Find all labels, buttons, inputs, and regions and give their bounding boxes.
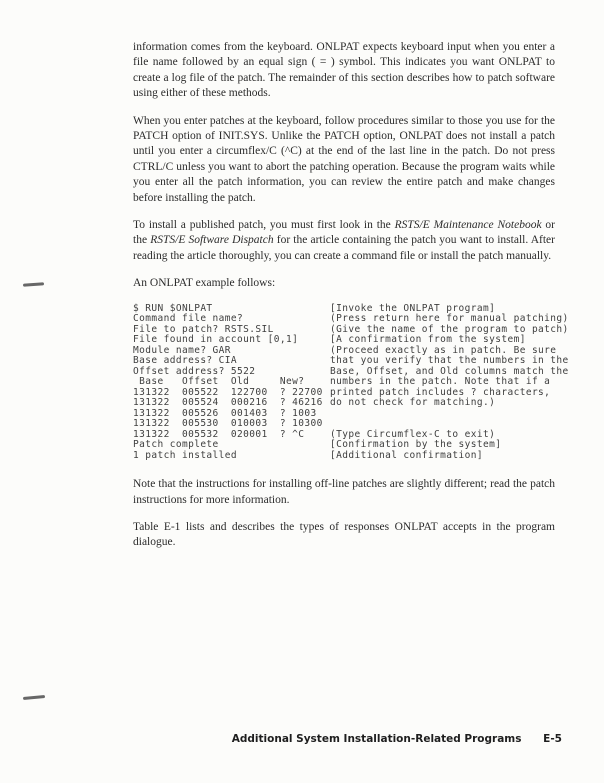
text-segment: To install a published patch, you must first look in the (133, 219, 395, 232)
terminal-comment: [Invoke the ONLPAT program] (330, 302, 496, 314)
terminal-command: 131322 005524 000216 ? 46216 (133, 397, 323, 409)
terminal-comment: [Confirmation by the system] (330, 439, 502, 451)
terminal-comment: (Give the name of the program to patch) (330, 323, 569, 335)
terminal-comment: [A confirmation from the system] (330, 334, 526, 346)
terminal-command: Patch complete (133, 439, 219, 451)
terminal-line (133, 451, 555, 462)
body-paragraph (133, 218, 555, 264)
terminal-comment: printed patch includes ? characters, (330, 386, 551, 398)
terminal-command: Base Offset Old New? (133, 376, 305, 388)
terminal-comment: that you verify that the numbers in the (330, 355, 569, 367)
body-paragraph: Table E-1 lists and describes the types of responses ONLPAT accepts in the program dialogue. (133, 521, 555, 549)
terminal-comment: (Type Circumflex-C to exit) (330, 428, 496, 440)
example-intro: An ONLPAT example follows: (133, 277, 276, 290)
terminal-comment: do not check for matching.) (330, 397, 496, 409)
page-content (133, 40, 569, 563)
terminal-comment: [Additional confirmation] (330, 449, 483, 461)
scan-artifact-dash (23, 695, 45, 699)
terminal-comment: (Proceed exactly as in patch. Be sure (330, 344, 557, 356)
terminal-command: 131322 005530 010003 ? 10300 (133, 418, 323, 430)
terminal-command: File to patch? RSTS.SIL (133, 323, 274, 335)
body-paragraph: When you enter patches at the keyboard, follow procedures similar to those you use for the PATCH option of INIT.SYS. Unlike the PATCH option, ONLPAT does not install a patch until you enter a circumflex/C (^C) at the end of the last line in the patch. Do not press CTRL/C unless you want to abort the patching operation. Because the program waits while you enter all the patch information, you can review the entire patch and make changes before installing the patch. (133, 114, 555, 204)
body-paragraph: Note that the instructions for installing off-line patches are slightly different; read the patch instructions for more information. (133, 478, 555, 506)
terminal-command: Offset address? 5522 (133, 365, 256, 377)
text-segment: or the (133, 219, 555, 247)
terminal-comment: Base, Offset, and Old columns match the (330, 365, 569, 377)
terminal-command: 131322 005532 020001 ? ^C (133, 428, 305, 440)
page-footer (232, 733, 562, 745)
italic-book-title: RSTS/E Software Dispatch (150, 234, 274, 247)
scan-artifact-dash (23, 282, 44, 286)
footer-title: Additional System Installation-Related Programs (231, 733, 522, 745)
terminal-command: Module name? GAR (133, 344, 231, 356)
terminal-command: File found in account [0,1] (133, 334, 299, 346)
terminal-command: $ RUN $ONLPAT (133, 302, 213, 314)
terminal-command: 131322 005526 001403 ? 1003 (133, 407, 317, 419)
body-paragraph: information comes from the keyboard. ONLPAT expects keyboard input when you enter a file name followed by an equal sign ( = ) symbol. This indicates you want ONLPAT to create a log file of the patch. The remainder of this section describes how to patch software using either of these methods. (133, 41, 555, 100)
page-number: E-5 (543, 733, 562, 745)
terminal-command: Command file name? (133, 313, 244, 325)
terminal-comment: numbers in the patch. Note that if a (330, 376, 551, 388)
terminal-command: 1 patch installed (133, 449, 238, 461)
terminal-comment: (Press return here for manual patching) (330, 313, 569, 325)
text-segment: for the article containing the patch you want to install. After reading the article thoroughly, you can create a command file or install the patch manually. (133, 234, 555, 262)
terminal-command: Base address? CIA (133, 355, 238, 367)
terminal-example (133, 302, 569, 462)
terminal-command: 131322 005522 122700 ? 22700 (133, 386, 323, 398)
italic-book-title: RSTS/E Maintenance Notebook (394, 219, 542, 232)
